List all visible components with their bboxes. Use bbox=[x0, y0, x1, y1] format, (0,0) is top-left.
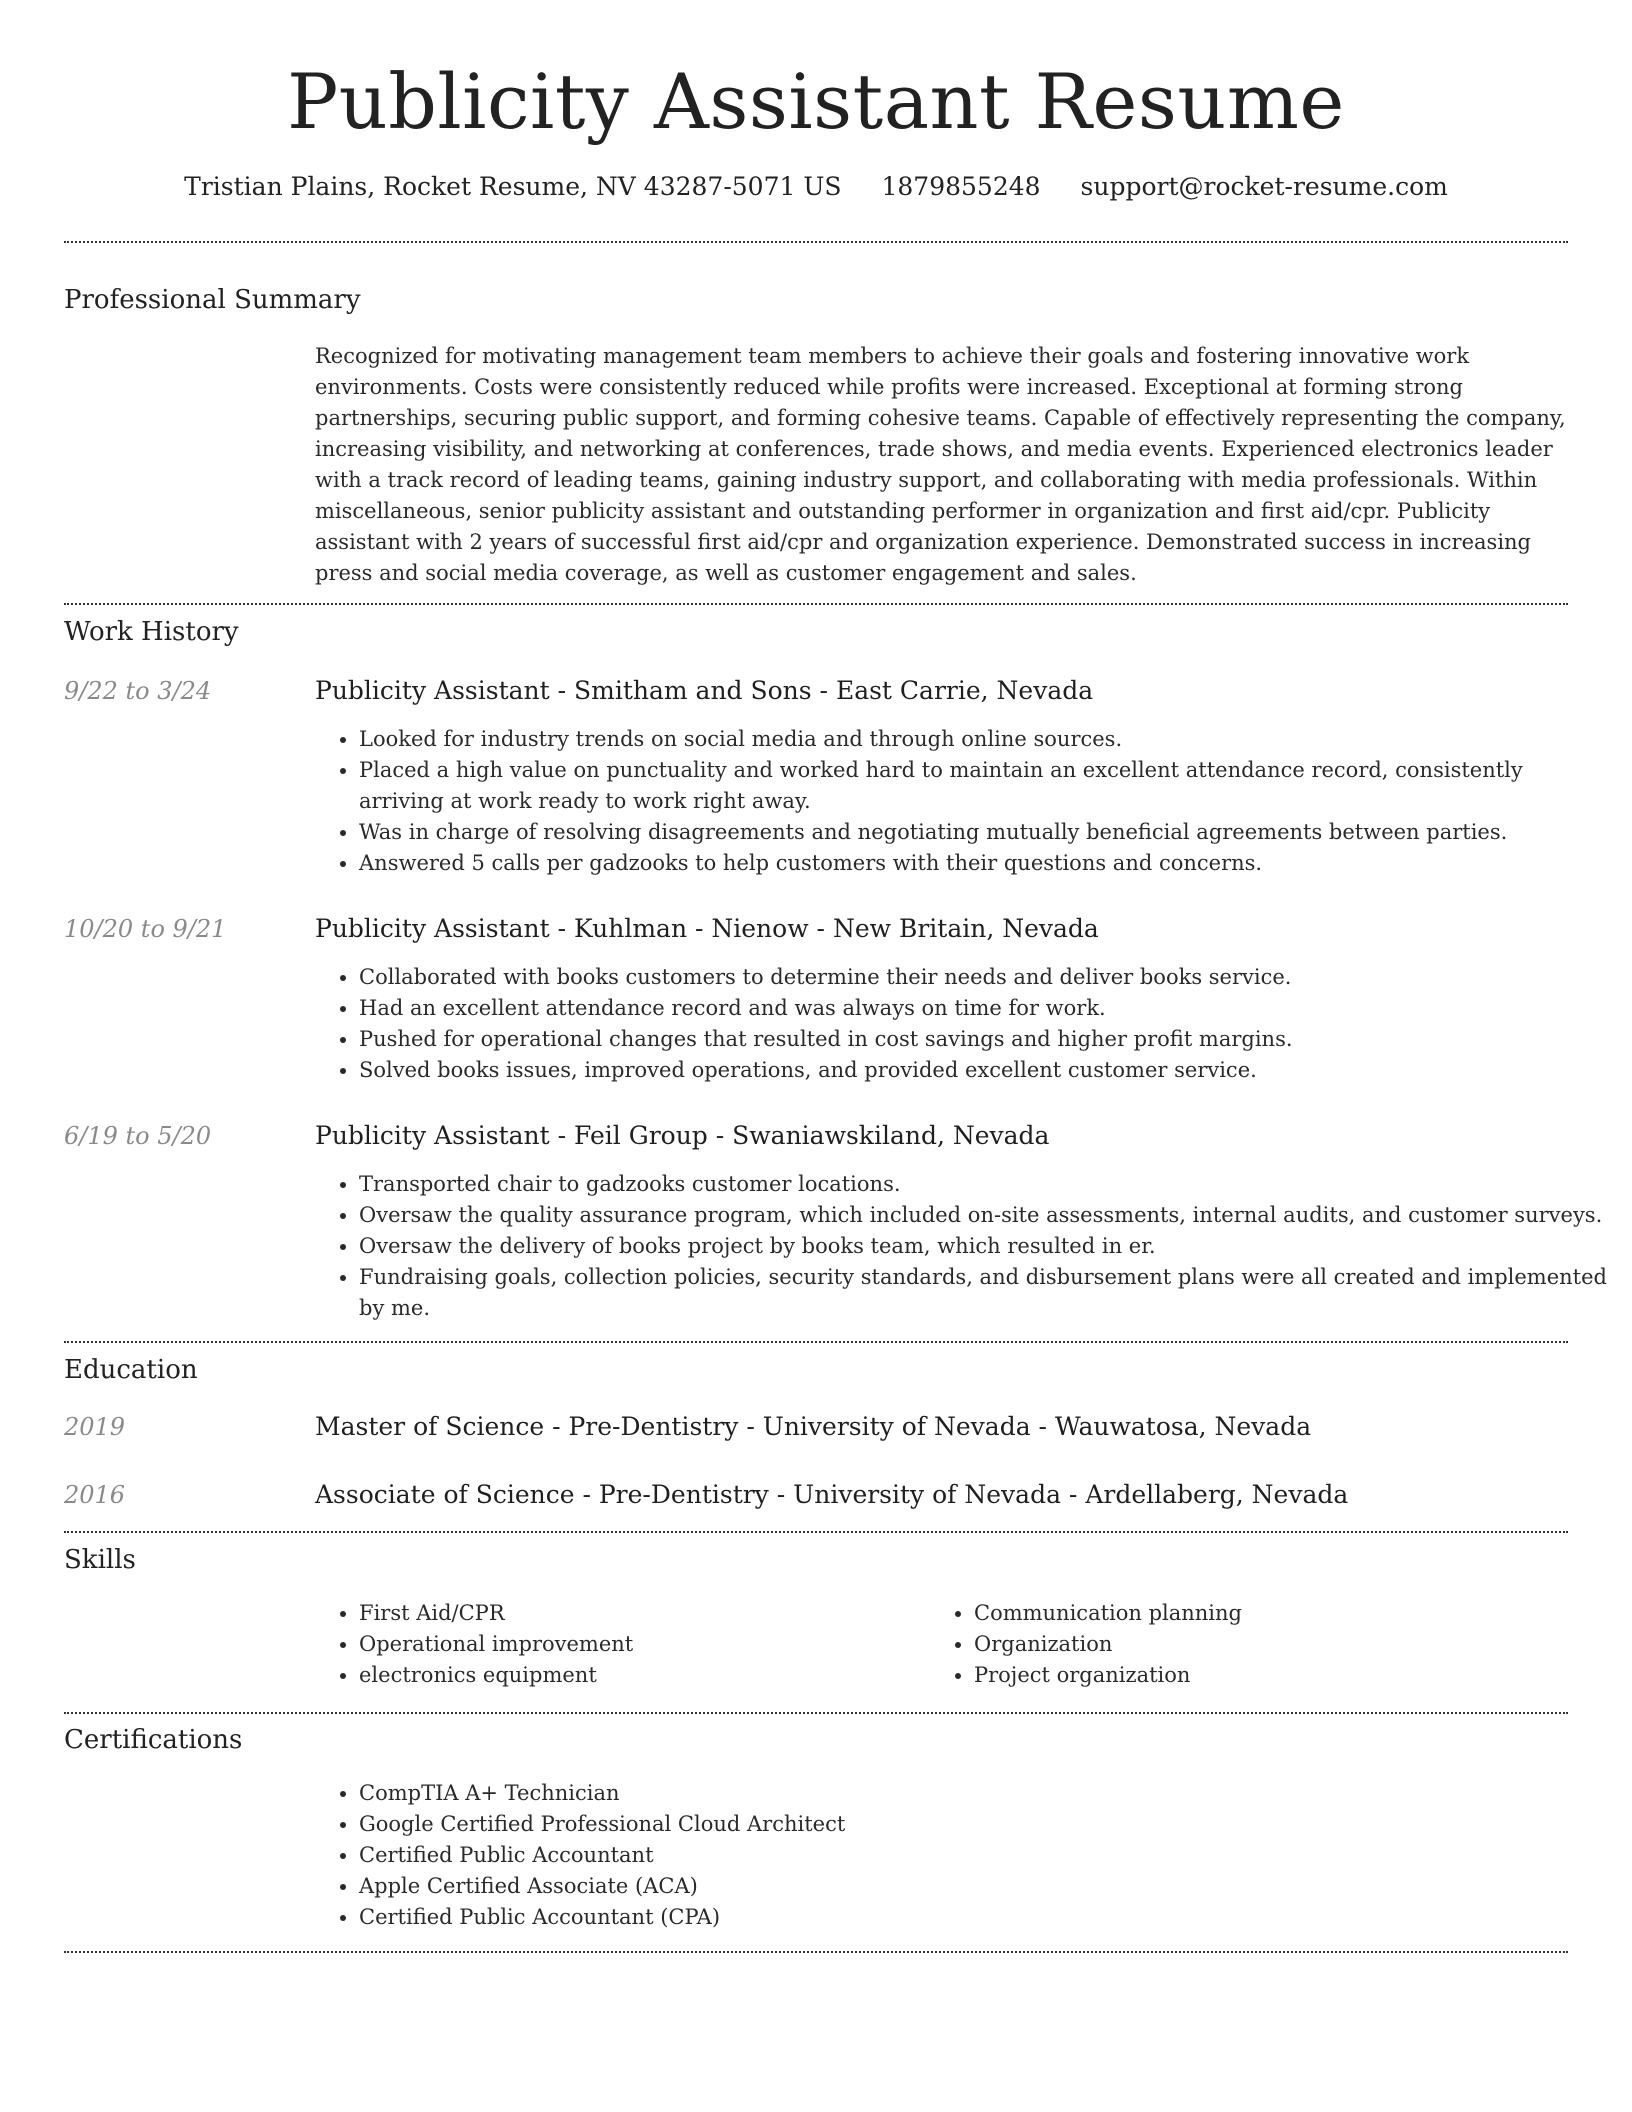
education-title: Master of Science - Pre-Dentistry - University of Nevada - Wauwatosa, Nevada bbox=[315, 1412, 1312, 1441]
divider bbox=[64, 1712, 1568, 1714]
list-item: • Apple Certified Associate (ACA) bbox=[359, 1871, 1612, 1902]
list-item: • Certified Public Accountant (CPA) bbox=[359, 1902, 1612, 1933]
list-item: • Project organization bbox=[974, 1660, 1574, 1691]
list-item: • Pushed for operational changes that resulted in cost savings and higher profit margins. bbox=[359, 1024, 1612, 1055]
job-dates: 10/20 to 9/21 bbox=[64, 915, 227, 943]
job-title: Publicity Assistant - Feil Group - Swaniawskiland, Nevada bbox=[315, 1121, 1050, 1150]
contact-email: support@rocket-resume.com bbox=[1080, 172, 1448, 201]
contact-phone: 1879855248 bbox=[881, 172, 1041, 201]
job-bullets bbox=[315, 962, 1612, 1086]
list-item: • Solved books issues, improved operations, and provided excellent customer service. bbox=[359, 1055, 1612, 1086]
summary-text: Recognized for motivating management team members to achieve their goals and fostering innovative work environments. Costs were consistently reduced while profits were increased. Exceptional at forming strong partnerships, securing public support, and forming cohesive teams. Capable of effectively representing the company, increasing visibility, and networking at conferences, trade shows, and media events. Experienced electronics leader with a track record of leading teams, gaining industry support, and collaborating with media professionals. Within miscellaneous, senior publicity assistant and outstanding performer in organization and first aid/cpr. Publicity assistant with 2 years of successful first aid/cpr and organization experience. Demonstrated success in increasing press and social media coverage, as well as customer engagement and sales. bbox=[315, 344, 1566, 585]
job-title: Publicity Assistant - Kuhlman - Nienow - New Britain, Nevada bbox=[315, 914, 1099, 943]
contact-address: Tristian Plains, Rocket Resume, NV 43287-5071 US bbox=[184, 172, 842, 201]
education-year: 2016 bbox=[64, 1481, 126, 1509]
divider bbox=[64, 1341, 1568, 1343]
list-item: • Oversaw the quality assurance program, which included on-site assessments, internal audits, and customer surveys. bbox=[359, 1200, 1612, 1231]
list-item: • Oversaw the delivery of books project by books team, which resulted in er. bbox=[359, 1231, 1612, 1262]
list-item: • Certified Public Accountant bbox=[359, 1840, 1612, 1871]
skills-list-right bbox=[930, 1598, 1574, 1691]
divider bbox=[64, 1951, 1568, 1953]
section-title-education: Education bbox=[64, 1355, 198, 1385]
certifications-list bbox=[315, 1778, 1612, 1933]
job-dates: 9/22 to 3/24 bbox=[64, 677, 212, 705]
list-item: • Fundraising goals, collection policies, security standards, and disbursement plans were all created and implemented by me. bbox=[359, 1262, 1612, 1324]
list-item: • CompTIA A+ Technician bbox=[359, 1778, 1612, 1809]
list-item: • Communication planning bbox=[974, 1598, 1574, 1629]
list-item: • Operational improvement bbox=[359, 1629, 919, 1660]
skills-list-left bbox=[315, 1598, 919, 1691]
list-item: • Organization bbox=[974, 1629, 1574, 1660]
list-item: • Was in charge of resolving disagreements and negotiating mutually beneficial agreements between parties. bbox=[359, 817, 1612, 848]
education-year: 2019 bbox=[64, 1413, 126, 1441]
list-item: • electronics equipment bbox=[359, 1660, 919, 1691]
job-bullets bbox=[315, 1169, 1612, 1324]
list-item: • First Aid/CPR bbox=[359, 1598, 919, 1629]
section-title-summary: Professional Summary bbox=[64, 285, 361, 315]
section-title-skills: Skills bbox=[64, 1545, 136, 1575]
divider bbox=[64, 603, 1568, 605]
divider bbox=[64, 1531, 1568, 1533]
divider bbox=[64, 241, 1568, 243]
list-item: • Had an excellent attendance record and was always on time for work. bbox=[359, 993, 1612, 1024]
list-item: • Transported chair to gadzooks customer locations. bbox=[359, 1169, 1612, 1200]
list-item: • Placed a high value on punctuality and worked hard to maintain an excellent attendance record, consistently arriving at work ready to work right away. bbox=[359, 755, 1612, 817]
resume-title: Publicity Assistant Resume bbox=[287, 57, 1345, 146]
list-item: • Google Certified Professional Cloud Architect bbox=[359, 1809, 1612, 1840]
job-bullets bbox=[315, 724, 1612, 879]
list-item: • Looked for industry trends on social media and through online sources. bbox=[359, 724, 1612, 755]
job-title: Publicity Assistant - Smitham and Sons - East Carrie, Nevada bbox=[315, 676, 1094, 705]
job-dates: 6/19 to 5/20 bbox=[64, 1122, 212, 1150]
section-title-certifications: Certifications bbox=[64, 1725, 243, 1755]
contact-line bbox=[64, 170, 1568, 204]
list-item: • Answered 5 calls per gadzooks to help customers with their questions and concerns. bbox=[359, 848, 1612, 879]
education-title: Associate of Science - Pre-Dentistry - University of Nevada - Ardellaberg, Nevada bbox=[315, 1480, 1349, 1509]
list-item: • Collaborated with books customers to determine their needs and deliver books service. bbox=[359, 962, 1612, 993]
section-title-work: Work History bbox=[64, 617, 239, 647]
